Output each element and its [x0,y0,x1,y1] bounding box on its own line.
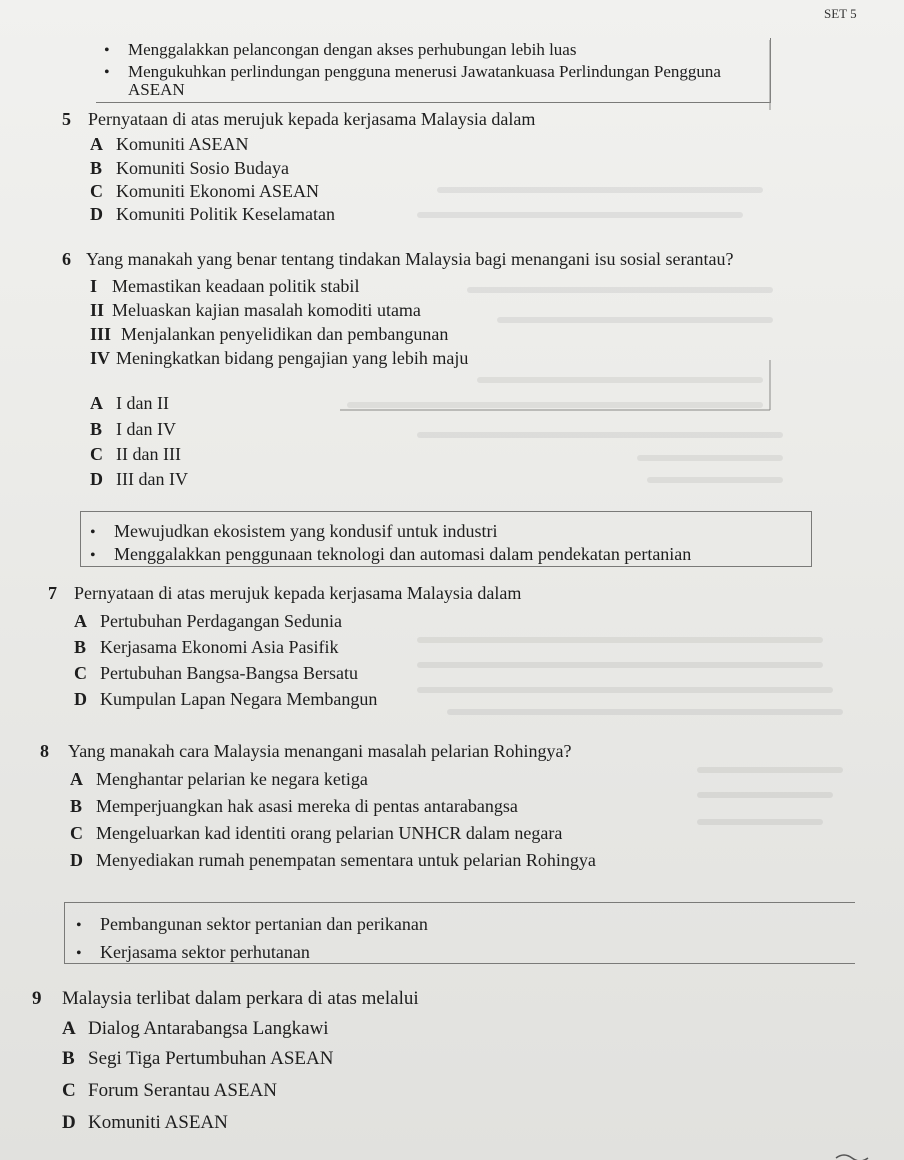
q7-option-d[interactable]: D Kumpulan Lapan Negara Membangun [74,689,378,709]
stimulus2-bullet-1: • Mewujudkan ekosistem yang kondusif untuk industri [90,521,498,541]
q6-option-a[interactable]: A I dan II [90,393,169,413]
q6-option-d[interactable]: D III dan IV [90,469,188,489]
q6-statement-4: IV Meningkatkan bidang pengajian yang lebih maju [90,348,469,368]
bullet-dot: • [104,42,110,59]
q5-option-c[interactable]: C Komuniti Ekonomi ASEAN [90,181,320,201]
q9-option-b[interactable]: B Segi Tiga Pertumbuhan ASEAN [62,1048,334,1069]
question-text: Yang manakah yang benar tentang tindakan Malaysia bagi menangani isu sosial serantau? [86,249,734,269]
q5-option-b[interactable]: B Komuniti Sosio Budaya [90,158,290,178]
stimulus1-bullet-2-cont: ASEAN [128,80,185,99]
question-number: 6 [62,249,71,269]
q6-option-c[interactable]: C II dan III [90,444,181,464]
question-6 [62,248,733,270]
q6-statement-1: I Memastikan keadaan politik stabil [90,276,360,296]
q6-option-b[interactable]: B I dan IV [90,419,176,439]
question-9 [32,988,419,1010]
question-text: Malaysia terlibat dalam perkara di atas melalui [62,988,419,1009]
q5-option-a[interactable]: A Komuniti ASEAN [90,134,249,154]
bullet-dot: • [90,524,96,541]
q9-option-c[interactable]: C Forum Serantau ASEAN [62,1080,277,1101]
bullet-dot: • [76,945,82,962]
question-8 [40,740,572,762]
question-text: Pernyataan di atas merujuk kepada kerjasama Malaysia dalam [88,109,536,129]
stimulus3-bullet-2: • Kerjasama sektor perhutanan [76,942,310,962]
question-number: 7 [48,583,57,603]
question-number: 8 [40,741,49,761]
stimulus2-bullet-2: • Menggalakkan penggunaan teknologi dan automasi dalam pendekatan pertanian [90,544,692,564]
q8-option-a[interactable]: A Menghantar pelarian ke negara ketiga [70,769,368,789]
question-text: Yang manakah cara Malaysia menangani masalah pelarian Rohingya? [68,741,572,761]
bullet-dot: • [90,547,96,564]
bullet-dot: • [76,917,82,934]
question-7 [48,582,521,604]
q6-statement-3: III Menjalankan penyelidikan dan pembangunan [90,324,449,344]
q6-statement-2: II Meluaskan kajian masalah komoditi utama [90,300,421,320]
set-label: SET 5 [824,6,857,21]
bullet-dot: • [104,64,110,81]
question-number: 5 [62,109,71,129]
q7-option-a[interactable]: A Pertubuhan Perdagangan Sedunia [74,611,342,631]
q7-option-b[interactable]: B Kerjasama Ekonomi Asia Pasifik [74,637,339,657]
q8-option-c[interactable]: C Mengeluarkan kad identiti orang pelarian UNHCR dalam negara [70,823,563,843]
q9-option-a[interactable]: A Dialog Antarabangsa Langkawi [62,1018,329,1039]
q7-option-c[interactable]: C Pertubuhan Bangsa-Bangsa Bersatu [74,663,358,683]
q8-option-d[interactable]: D Menyediakan rumah penempatan sementara untuk pelarian Rohingya [70,850,596,870]
question-number: 9 [32,988,42,1009]
stimulus1-bullet-1: • Menggalakkan pelancongan dengan akses perhubungan lebih luas [104,40,577,59]
question-text: Pernyataan di atas merujuk kepada kerjasama Malaysia dalam [74,583,522,603]
q8-option-b[interactable]: B Memperjuangkan hak asasi mereka di pentas antarabangsa [70,796,518,816]
question-5 [62,108,535,130]
stimulus3-bullet-1: • Pembangunan sektor pertanian dan perikanan [76,914,428,934]
q9-option-d[interactable]: D Komuniti ASEAN [62,1112,228,1133]
q5-option-d[interactable]: D Komuniti Politik Keselamatan [90,204,335,224]
stimulus1-bullet-2: • Mengukuhkan perlindungan pengguna menerusi Jawatankuasa Perlindungan Pengguna [104,62,721,81]
